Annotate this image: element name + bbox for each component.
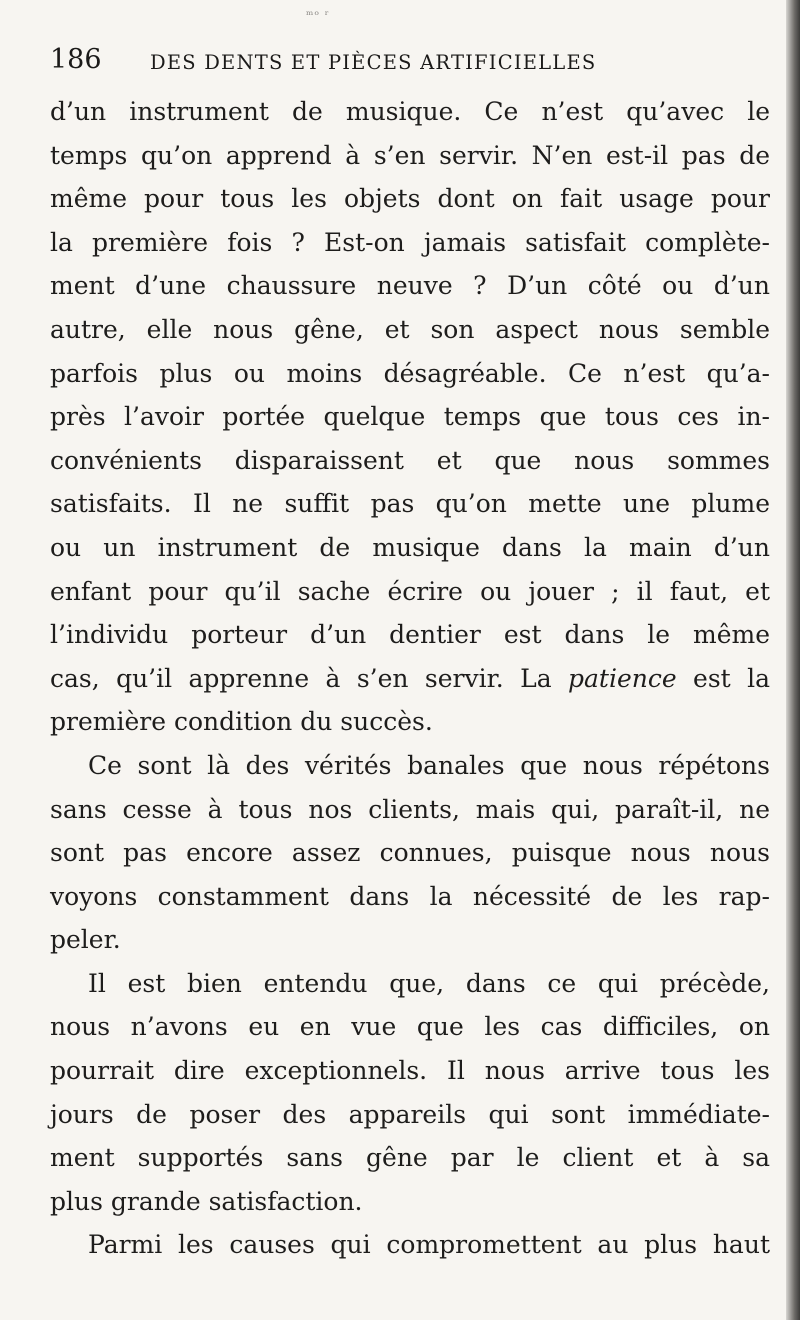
- text-segment: cas, qu’il apprenne à s’en servir. La: [50, 663, 568, 693]
- text-line: près l’avoir portée quelque temps que tous ces in-: [50, 402, 770, 432]
- page-number: 186: [50, 44, 102, 75]
- paragraph-first-line: Parmi les causes qui compromettent au plus haut: [88, 1230, 770, 1260]
- text-line: ou un instrument de musique dans la main d’un: [50, 532, 770, 562]
- text-line: convénients disparaissent et que nous sommes: [50, 445, 770, 475]
- text-line: ment d’une chaussure neuve ? D’un côté ou d’un: [50, 271, 770, 301]
- paragraph-first-line: Il est bien entendu que, dans ce qui précède,: [88, 968, 770, 998]
- text-line: nous n’avons eu en vue que les cas difficiles, on: [50, 1012, 770, 1042]
- body-text: [50, 90, 770, 1267]
- text-line: pourrait dire exceptionnels. Il nous arrive tous les: [50, 1056, 770, 1086]
- text-line: voyons constamment dans la nécessité de les rap-: [50, 881, 770, 911]
- text-line: d’un instrument de musique. Ce n’est qu’avec le: [50, 97, 770, 126]
- text-line: jours de poser des appareils qui sont immédiate-: [50, 1099, 770, 1129]
- text-line: temps qu’on apprend à s’en servir. N’en est-il pas de: [50, 140, 770, 170]
- paragraph-end-line: première condition du succès.: [50, 707, 433, 737]
- text-line: autre, elle nous gêne, et son aspect nous semble: [50, 314, 770, 344]
- paragraph-end-line: peler.: [50, 925, 121, 955]
- text-line: sans cesse à tous nos clients, mais qui, paraît-il, ne: [50, 794, 770, 824]
- running-head: [50, 42, 770, 82]
- text-line: la première fois ? Est-on jamais satisfait complète-: [50, 227, 770, 257]
- text-line: l’individu porteur d’un dentier est dans le même: [50, 620, 770, 650]
- text-line: enfant pour qu’il sache écrire ou jouer ; il faut, et: [50, 576, 770, 606]
- paragraph-first-line: Ce sont là des vérités banales que nous répétons: [88, 750, 770, 780]
- emphasized-word: patience: [568, 663, 677, 693]
- paragraph-end-line: plus grande satisfaction.: [50, 1186, 363, 1216]
- text-line: même pour tous les objets dont on fait usage pour: [50, 184, 770, 214]
- running-title: DES DENTS ET PIÈCES ARTIFICIELLES: [150, 51, 597, 74]
- text-line: sont pas encore assez connues, puisque nous nous: [50, 838, 770, 868]
- page-edge-shadow: [786, 0, 800, 1320]
- text-line: ment supportés sans gêne par le client et à sa: [50, 1143, 770, 1173]
- top-margin-mark: ᵐᵒ ʳ: [306, 8, 330, 22]
- text-line-with-emphasis: [50, 657, 770, 701]
- text-line: satisfaits. Il ne suffit pas qu’on mette une plume: [50, 489, 770, 519]
- text-line: parfois plus ou moins désagréable. Ce n’est qu’a-: [50, 358, 770, 388]
- text-segment: est la: [676, 663, 770, 693]
